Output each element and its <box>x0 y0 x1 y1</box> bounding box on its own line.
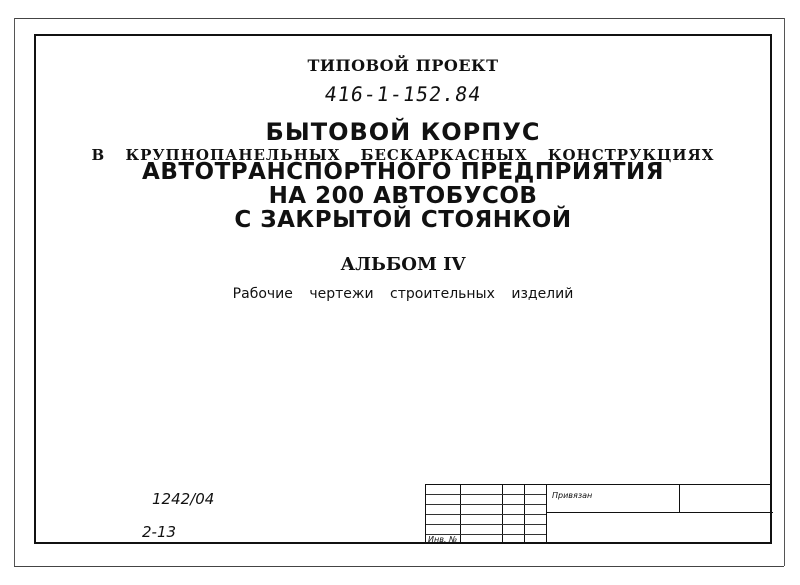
project-number: 416-1-152.84 <box>323 82 483 106</box>
enterprise-line-1: АВТОТРАНСПОРТНОГО ПРЕДПРИЯТИЯ <box>142 159 664 185</box>
construction-subtitle: В КРУПНОПАНЕЛЬНЫХ БЕСКАРКАСНЫХ КОНСТРУКЦИЯХ <box>91 146 715 164</box>
handwritten-code-top: 1242/04 <box>152 490 215 508</box>
title-stamp <box>425 484 772 544</box>
stamp-inventory-label: Инв. № <box>428 535 458 544</box>
stamp-header-line <box>546 512 773 513</box>
sheet-edge-right <box>784 18 785 566</box>
stamp-column-divider <box>679 485 680 512</box>
stamp-column-divider <box>546 485 547 544</box>
sheet-edge-left <box>14 18 15 566</box>
project-type: ТИПОВОЙ ПРОЕКТ <box>307 56 499 75</box>
album-title: АЛЬБОМ IV <box>340 254 466 275</box>
stamp-row-line <box>426 494 546 495</box>
handwritten-code-bottom: 2-13 <box>142 523 177 541</box>
enterprise-line-3: С ЗАКРЫТОЙ СТОЯНКОЙ <box>234 207 572 233</box>
stamp-row-line <box>426 514 546 515</box>
building-title: БЫТОВОЙ КОРПУС <box>265 118 541 146</box>
stamp-row-line <box>426 524 546 525</box>
album-subtitle: Рабочие чертежи строительных изделий <box>232 286 574 302</box>
stamp-attached-label: Привязан <box>552 491 593 500</box>
sheet-edge-bottom <box>14 566 784 567</box>
sheet-edge-top <box>14 18 784 19</box>
stamp-row-line <box>426 504 546 505</box>
enterprise-line-2: НА 200 АВТОБУСОВ <box>268 183 538 209</box>
enterprise-title <box>34 160 772 232</box>
